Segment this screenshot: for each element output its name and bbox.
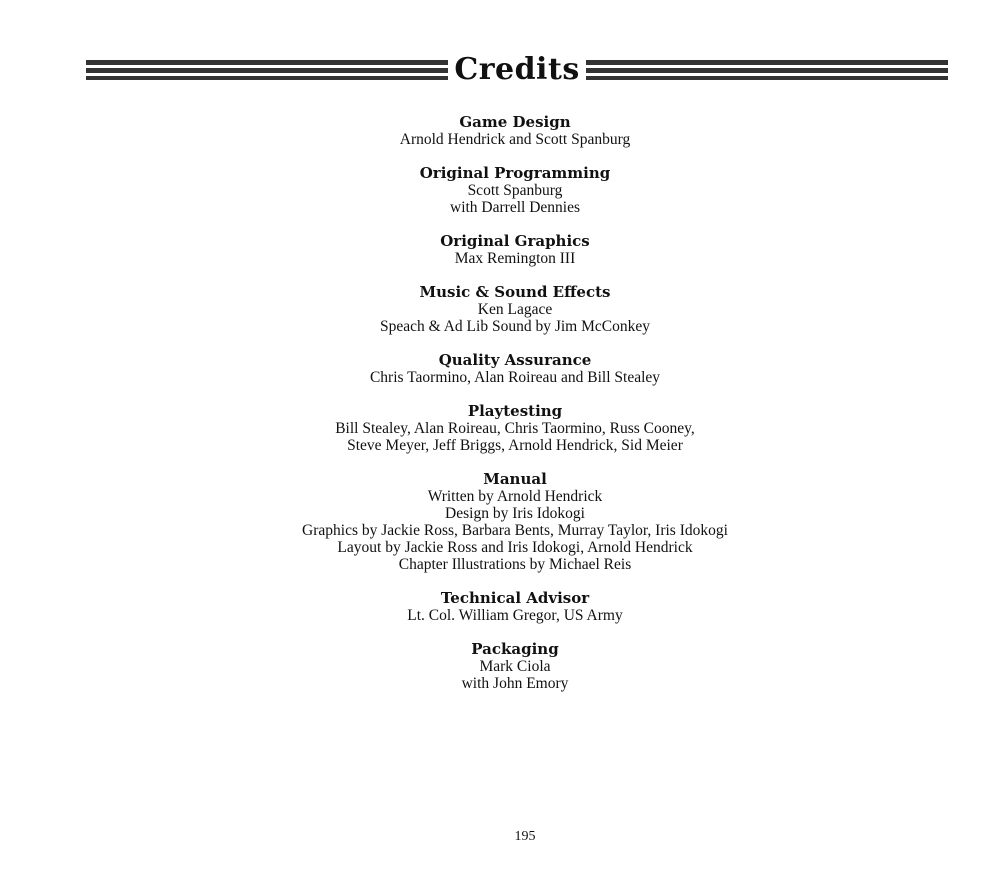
credit-section bbox=[15, 640, 1000, 692]
credit-role: Original Graphics bbox=[440, 232, 590, 250]
credit-section bbox=[15, 589, 1000, 624]
credit-section bbox=[15, 283, 1000, 335]
credit-name: Layout by Jackie Ross and Iris Idokogi, Arnold Hendrick bbox=[337, 539, 693, 556]
credit-section bbox=[15, 470, 1000, 573]
credit-name: Ken Lagace bbox=[477, 301, 553, 318]
credit-section bbox=[15, 113, 1000, 148]
credit-name: Lt. Col. William Gregor, US Army bbox=[407, 607, 623, 624]
credit-name: with John Emory bbox=[461, 675, 569, 692]
right-striped-rule bbox=[586, 57, 948, 83]
page-title: Credits bbox=[454, 52, 580, 87]
credit-name: Written by Arnold Hendrick bbox=[427, 488, 603, 505]
credit-name: Mark Ciola bbox=[479, 658, 551, 675]
credit-name: Speach & Ad Lib Sound by Jim McConkey bbox=[380, 318, 650, 335]
credit-role: Manual bbox=[483, 470, 547, 488]
credit-role: Original Programming bbox=[419, 164, 611, 182]
credit-role: Quality Assurance bbox=[438, 351, 592, 369]
credits-header bbox=[86, 50, 948, 90]
credit-role: Music & Sound Effects bbox=[419, 283, 611, 301]
page-number: 195 bbox=[514, 829, 536, 844]
credit-name: Bill Stealey, Alan Roireau, Chris Taormino, Russ Cooney, bbox=[335, 420, 695, 437]
credit-name: Steve Meyer, Jeff Briggs, Arnold Hendrick, Sid Meier bbox=[347, 437, 683, 454]
credit-name: Arnold Hendrick and Scott Spanburg bbox=[399, 131, 631, 148]
credit-role: Playtesting bbox=[467, 402, 563, 420]
credit-section bbox=[15, 164, 1000, 216]
credit-name: Max Remington III bbox=[454, 250, 576, 267]
credits-list bbox=[15, 113, 1000, 708]
credit-role: Packaging bbox=[471, 640, 559, 658]
left-striped-rule bbox=[86, 57, 448, 83]
credit-name: Chris Taormino, Alan Roireau and Bill Stealey bbox=[369, 369, 661, 386]
credit-name: Scott Spanburg bbox=[467, 182, 563, 199]
credit-name: with Darrell Dennies bbox=[450, 199, 580, 216]
credit-role: Technical Advisor bbox=[440, 589, 590, 607]
credit-name: Design by Iris Idokogi bbox=[445, 505, 585, 522]
credit-section bbox=[15, 351, 1000, 386]
credit-section bbox=[15, 232, 1000, 267]
credit-section bbox=[15, 402, 1000, 454]
credit-name: Graphics by Jackie Ross, Barbara Bents, Murray Taylor, Iris Idokogi bbox=[302, 522, 728, 539]
credit-name: Chapter Illustrations by Michael Reis bbox=[398, 556, 632, 573]
credit-role: Game Design bbox=[459, 113, 571, 131]
